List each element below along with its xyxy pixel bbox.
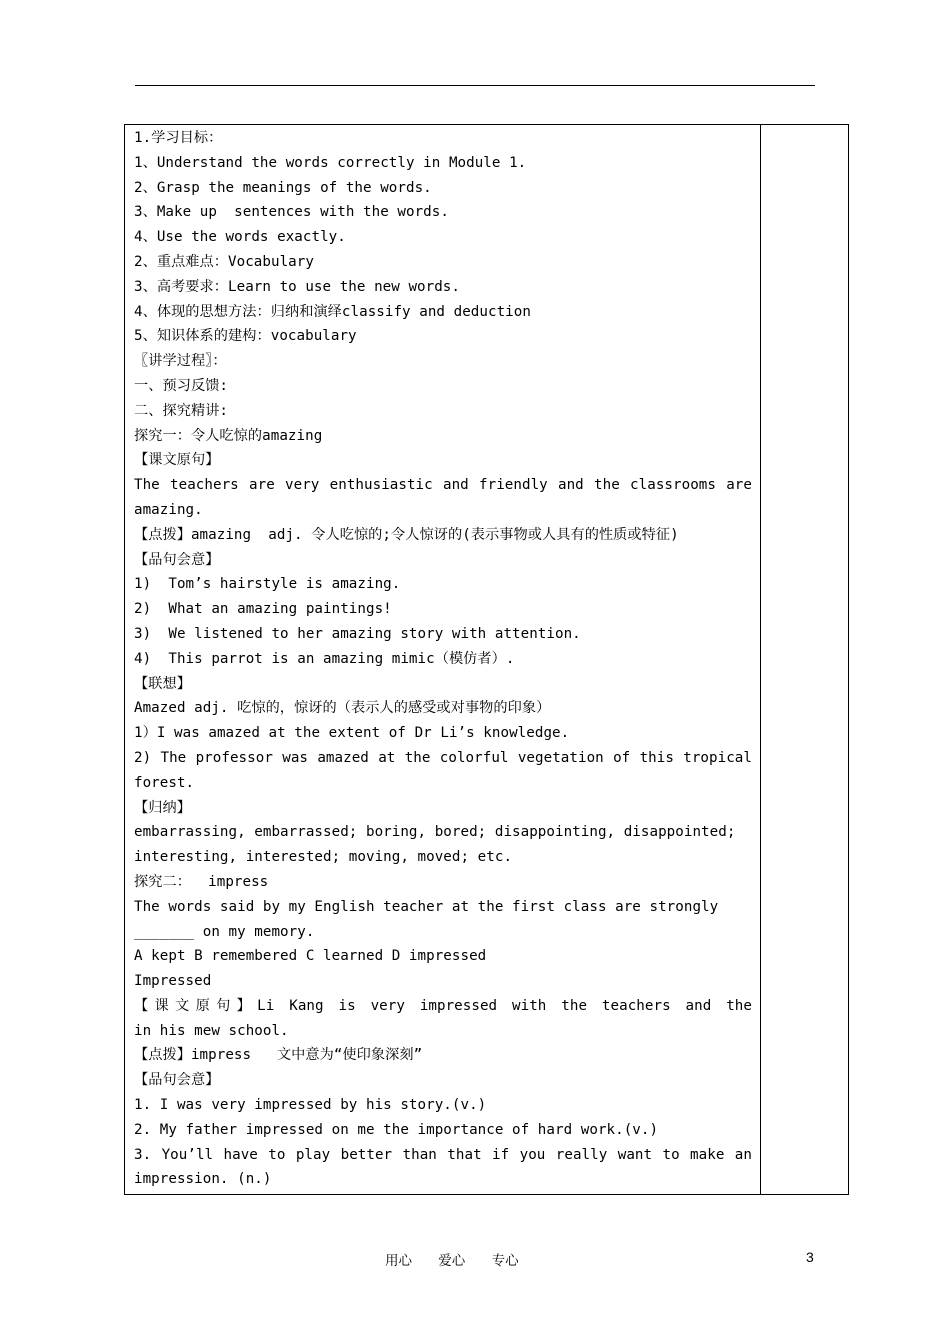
content-line: 〖讲学过程〗： xyxy=(134,353,227,370)
content-line: 【点拨】impress 文中意为“使印象深刻” xyxy=(134,1047,423,1064)
content-line: The teachers are very enthusiastic and friendly and the classrooms are xyxy=(134,477,752,494)
content-line: 2) The professor was amazed at the colorful vegetation of this tropical xyxy=(134,749,752,766)
content-line: impression. (n.) xyxy=(134,1171,272,1188)
content-line: 3. You’ll have to play better than that if you really want to make an xyxy=(134,1146,752,1163)
page-footer: 用心 爱心 专心 xyxy=(385,1253,519,1269)
content-line: 3、Make up sentences with the words. xyxy=(134,204,449,221)
content-line: 3) We listened to her amazing story with attention. xyxy=(134,625,581,642)
content-line: Impressed xyxy=(134,973,212,990)
content-line: 探究二： impress xyxy=(134,873,269,890)
content-line: 【品句会意】 xyxy=(134,1072,220,1089)
content-line: 2、重点难点：Vocabulary xyxy=(134,253,314,270)
content-line: 【联想】 xyxy=(134,675,191,692)
content-line: 4、Use the words exactly. xyxy=(134,229,346,246)
content-line: 5、知识体系的建构：vocabulary xyxy=(134,328,357,345)
content-line: interesting, interested; moving, moved; etc. xyxy=(134,849,513,866)
content-line: 4、体现的思想方法：归纳和演绎classify and deduction xyxy=(134,303,531,320)
content-line: in his mew school. xyxy=(134,1022,289,1039)
content-line: 【课文原句】Li Kang is very impressed with the teachers and the xyxy=(134,997,752,1014)
content-line: Amazed adj. 吃惊的，惊讶的（表示人的感受或对事物的印象） xyxy=(134,700,551,717)
content-line: 1. I was very impressed by his story.(v.) xyxy=(134,1097,487,1114)
content-line: 【点拨】amazing adj. 令人吃惊的;令人惊讶的(表示事物或人具有的性质或特征) xyxy=(134,526,679,543)
header-rule xyxy=(135,85,815,86)
content-line: amazing. xyxy=(134,501,203,518)
content-line: forest. xyxy=(134,774,195,791)
content-line: 2. My father impressed on me the importance of hard work.(v.) xyxy=(134,1121,659,1138)
content-line: 【课文原句】 xyxy=(134,452,220,469)
content-line: 2) What an amazing paintings! xyxy=(134,601,392,618)
content-line: 【品句会意】 xyxy=(134,551,220,568)
content-line: 1、Understand the words correctly in Module 1. xyxy=(134,154,527,171)
lesson-content xyxy=(134,126,752,1192)
content-line: embarrassing, embarrassed; boring, bored; disappointing, disappointed; xyxy=(134,824,736,841)
content-line: 1.学习目标： xyxy=(134,130,223,146)
content-line: 1) Tom’s hairstyle is amazing. xyxy=(134,576,401,593)
content-line: 1）I was amazed at the extent of Dr Li’s knowledge. xyxy=(134,725,570,742)
content-line: 2、Grasp the meanings of the words. xyxy=(134,179,432,196)
content-line: The words said by my English teacher at the first class are strongly xyxy=(134,898,719,915)
column-divider xyxy=(760,125,761,1194)
content-line: 一、预习反馈: xyxy=(134,377,229,394)
content-line: 4) This parrot is an amazing mimic（模仿者）. xyxy=(134,650,515,667)
content-line: A kept B remembered C learned D impressed xyxy=(134,948,487,965)
content-line: 【归纳】 xyxy=(134,799,191,816)
page-number: 3 xyxy=(806,1249,814,1265)
content-line: 探究一：令人吃惊的amazing xyxy=(134,427,323,444)
lesson-table xyxy=(124,124,849,1195)
content-line: _______ on my memory. xyxy=(134,923,315,940)
content-line: 3、高考要求：Learn to use the new words. xyxy=(134,278,460,295)
content-line: 二、探究精讲: xyxy=(134,402,229,419)
